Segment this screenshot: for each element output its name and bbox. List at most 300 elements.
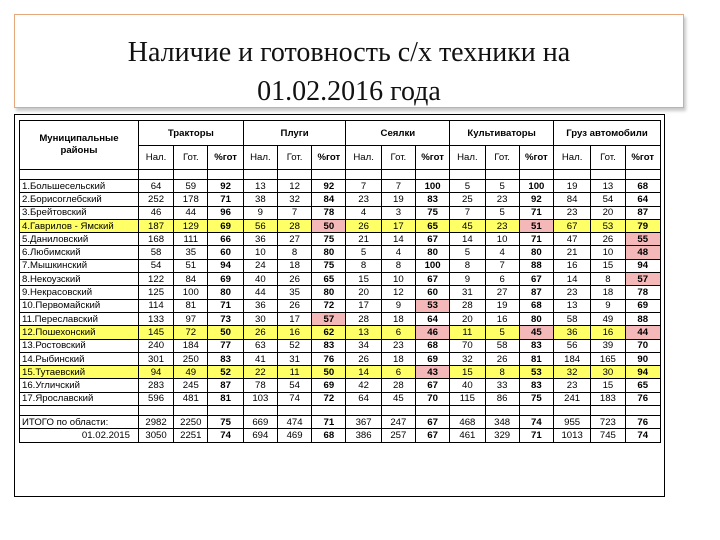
value-cell: 92	[519, 193, 553, 206]
table-row	[20, 352, 661, 365]
value-cell: 7	[381, 180, 415, 193]
value-cell: 45	[381, 392, 415, 405]
district-name: 4.Гаврилов - Ямский	[20, 219, 139, 232]
table-row	[20, 219, 661, 232]
value-cell: 168	[138, 233, 173, 246]
totals-row	[20, 416, 661, 429]
value-cell: 75	[415, 206, 449, 219]
value-cell: 28	[277, 219, 311, 232]
district-name: 9.Некрасовский	[20, 286, 139, 299]
subheader-cell: Гот.	[485, 146, 519, 170]
value-cell: 50	[312, 366, 346, 379]
value-cell: 5	[346, 246, 381, 259]
district-name: 12.Пошехонский	[20, 326, 139, 339]
value-cell: 84	[312, 193, 346, 206]
value-cell: 13	[554, 299, 591, 312]
value-cell: 7	[450, 206, 485, 219]
subheader-cell: %гот	[625, 146, 660, 170]
value-cell: 26	[346, 352, 381, 365]
value-cell: 47	[554, 233, 591, 246]
spacer-cell	[415, 406, 449, 416]
value-cell: 39	[591, 339, 625, 352]
value-cell: 43	[415, 366, 449, 379]
value-cell: 75	[519, 392, 553, 405]
totals-value-cell: 1013	[554, 429, 591, 442]
value-cell: 111	[174, 233, 208, 246]
value-cell: 187	[138, 219, 173, 232]
spacer-cell	[485, 170, 519, 180]
district-name: 11.Переславский	[20, 312, 139, 325]
totals-value-cell: 3050	[138, 429, 173, 442]
subheader-cell: %гот	[415, 146, 449, 170]
totals-value-cell: 2982	[138, 416, 173, 429]
spacer-cell	[625, 406, 660, 416]
title-line-1: Наличие и готовность с/х техники на	[127, 37, 571, 68]
value-cell: 184	[554, 352, 591, 365]
value-cell: 250	[174, 352, 208, 365]
value-cell: 18	[591, 286, 625, 299]
value-cell: 100	[415, 259, 449, 272]
group-header: Тракторы	[138, 121, 243, 146]
value-cell: 78	[625, 286, 660, 299]
value-cell: 6	[381, 326, 415, 339]
value-cell: 57	[625, 273, 660, 286]
value-cell: 54	[277, 379, 311, 392]
value-cell: 20	[450, 312, 485, 325]
value-cell: 7	[277, 206, 311, 219]
value-cell: 68	[625, 180, 660, 193]
value-cell: 73	[208, 312, 243, 325]
spacer-cell	[208, 406, 243, 416]
value-cell: 301	[138, 352, 173, 365]
value-cell: 52	[277, 339, 311, 352]
value-cell: 8	[485, 366, 519, 379]
value-cell: 48	[625, 246, 660, 259]
value-cell: 44	[243, 286, 277, 299]
value-cell: 13	[591, 180, 625, 193]
value-cell: 77	[208, 339, 243, 352]
value-cell: 9	[450, 273, 485, 286]
value-cell: 70	[415, 392, 449, 405]
totals-value-cell: 474	[277, 416, 311, 429]
subheader-cell: Нал.	[554, 146, 591, 170]
value-cell: 5	[485, 326, 519, 339]
value-cell: 26	[346, 219, 381, 232]
value-cell: 50	[208, 326, 243, 339]
totals-row	[20, 429, 661, 442]
value-cell: 165	[591, 352, 625, 365]
value-cell: 245	[174, 379, 208, 392]
value-cell: 5	[485, 180, 519, 193]
value-cell: 31	[277, 352, 311, 365]
value-cell: 76	[625, 392, 660, 405]
value-cell: 33	[485, 379, 519, 392]
value-cell: 87	[625, 206, 660, 219]
value-cell: 9	[381, 299, 415, 312]
value-cell: 20	[591, 206, 625, 219]
value-cell: 8	[591, 273, 625, 286]
totals-value-cell: 348	[485, 416, 519, 429]
value-cell: 50	[312, 219, 346, 232]
totals-value-cell: 723	[591, 416, 625, 429]
value-cell: 92	[312, 180, 346, 193]
value-cell: 22	[243, 366, 277, 379]
value-cell: 65	[312, 273, 346, 286]
value-cell: 21	[554, 246, 591, 259]
value-cell: 42	[346, 379, 381, 392]
totals-value-cell: 257	[381, 429, 415, 442]
value-cell: 83	[312, 339, 346, 352]
district-name: 1.Большесельский	[20, 180, 139, 193]
table-row	[20, 312, 661, 325]
totals-value-cell: 469	[277, 429, 311, 442]
value-cell: 27	[277, 233, 311, 246]
value-cell: 12	[381, 286, 415, 299]
subheader-cell: Нал.	[243, 146, 277, 170]
value-cell: 23	[554, 206, 591, 219]
value-cell: 18	[277, 259, 311, 272]
value-cell: 27	[485, 286, 519, 299]
group-header: Культиваторы	[450, 121, 554, 146]
value-cell: 7	[485, 259, 519, 272]
value-cell: 9	[243, 206, 277, 219]
value-cell: 41	[243, 352, 277, 365]
totals-value-cell: 461	[450, 429, 485, 442]
value-cell: 184	[174, 339, 208, 352]
value-cell: 53	[519, 366, 553, 379]
spacer-cell	[312, 406, 346, 416]
totals-value-cell: 468	[450, 416, 485, 429]
value-cell: 23	[346, 193, 381, 206]
value-cell: 15	[591, 259, 625, 272]
totals-value-cell: 74	[625, 429, 660, 442]
spacer-cell	[138, 170, 173, 180]
table-row	[20, 273, 661, 286]
value-cell: 145	[138, 326, 173, 339]
spacer-cell	[554, 406, 591, 416]
value-cell: 58	[138, 246, 173, 259]
value-cell: 83	[415, 193, 449, 206]
spacer-cell	[519, 406, 553, 416]
spacer-cell	[243, 406, 277, 416]
spacer-cell	[415, 170, 449, 180]
value-cell: 62	[312, 326, 346, 339]
spacer-cell	[20, 406, 139, 416]
subheader-cell: Нал.	[450, 146, 485, 170]
value-cell: 53	[591, 219, 625, 232]
table-row	[20, 180, 661, 193]
value-cell: 25	[450, 193, 485, 206]
spacer-cell	[450, 406, 485, 416]
value-cell: 4	[346, 206, 381, 219]
machinery-table	[19, 120, 661, 443]
value-cell: 45	[519, 326, 553, 339]
value-cell: 23	[485, 193, 519, 206]
value-cell: 40	[243, 273, 277, 286]
value-cell: 81	[519, 352, 553, 365]
value-cell: 68	[415, 339, 449, 352]
value-cell: 35	[174, 246, 208, 259]
value-cell: 18	[381, 352, 415, 365]
value-cell: 65	[625, 379, 660, 392]
value-cell: 34	[346, 339, 381, 352]
subheader-cell: Гот.	[174, 146, 208, 170]
value-cell: 49	[174, 366, 208, 379]
totals-value-cell: 329	[485, 429, 519, 442]
value-cell: 90	[625, 352, 660, 365]
value-cell: 4	[381, 246, 415, 259]
value-cell: 18	[381, 312, 415, 325]
value-cell: 100	[415, 180, 449, 193]
value-cell: 16	[554, 259, 591, 272]
value-cell: 80	[312, 246, 346, 259]
table-row	[20, 193, 661, 206]
value-cell: 28	[346, 312, 381, 325]
value-cell: 80	[208, 286, 243, 299]
value-cell: 69	[312, 379, 346, 392]
value-cell: 30	[591, 366, 625, 379]
district-name: 3.Брейтовский	[20, 206, 139, 219]
subheader-cell: %гот	[519, 146, 553, 170]
value-cell: 46	[415, 326, 449, 339]
value-cell: 28	[450, 299, 485, 312]
table-row	[20, 246, 661, 259]
spacer-row	[20, 170, 661, 180]
value-cell: 64	[346, 392, 381, 405]
value-cell: 72	[312, 392, 346, 405]
district-name: 14.Рыбинский	[20, 352, 139, 365]
value-cell: 57	[312, 312, 346, 325]
totals-value-cell: 76	[625, 416, 660, 429]
value-cell: 10	[591, 246, 625, 259]
value-cell: 83	[519, 379, 553, 392]
value-cell: 64	[625, 193, 660, 206]
value-cell: 70	[450, 339, 485, 352]
value-cell: 87	[519, 286, 553, 299]
district-name: 8.Некоузский	[20, 273, 139, 286]
value-cell: 10	[485, 233, 519, 246]
value-cell: 4	[485, 246, 519, 259]
value-cell: 84	[174, 273, 208, 286]
spacer-cell	[277, 406, 311, 416]
table-frame	[14, 114, 665, 497]
value-cell: 40	[450, 379, 485, 392]
value-cell: 56	[243, 219, 277, 232]
value-cell: 83	[208, 352, 243, 365]
value-cell: 49	[591, 312, 625, 325]
spacer-cell	[243, 170, 277, 180]
value-cell: 71	[519, 206, 553, 219]
district-name: 17.Ярославский	[20, 392, 139, 405]
value-cell: 26	[591, 233, 625, 246]
spacer-cell	[450, 170, 485, 180]
value-cell: 94	[138, 366, 173, 379]
value-cell: 56	[554, 339, 591, 352]
value-cell: 26	[277, 273, 311, 286]
totals-value-cell: 367	[346, 416, 381, 429]
totals-value-cell: 745	[591, 429, 625, 442]
spacer-row	[20, 406, 661, 416]
table-row	[20, 206, 661, 219]
district-name: 15.Тутаевский	[20, 366, 139, 379]
value-cell: 71	[519, 233, 553, 246]
value-cell: 26	[243, 326, 277, 339]
totals-label: 01.02.2015	[20, 429, 139, 442]
district-name: 6.Любимский	[20, 246, 139, 259]
value-cell: 67	[415, 273, 449, 286]
value-cell: 115	[450, 392, 485, 405]
value-cell: 24	[243, 259, 277, 272]
value-cell: 114	[138, 299, 173, 312]
value-cell: 8	[450, 259, 485, 272]
value-cell: 32	[450, 352, 485, 365]
value-cell: 79	[625, 219, 660, 232]
totals-value-cell: 68	[312, 429, 346, 442]
value-cell: 13	[346, 326, 381, 339]
value-cell: 252	[138, 193, 173, 206]
totals-label: ИТОГО по области:	[20, 416, 139, 429]
subheader-cell: Нал.	[138, 146, 173, 170]
value-cell: 12	[277, 180, 311, 193]
value-cell: 44	[625, 326, 660, 339]
value-cell: 19	[554, 180, 591, 193]
district-name: 2.Борисоглебский	[20, 193, 139, 206]
title-line-2: 01.02.2016 года	[257, 76, 441, 107]
table-row	[20, 339, 661, 352]
value-cell: 14	[381, 233, 415, 246]
subheader-cell: Гот.	[277, 146, 311, 170]
spacer-cell	[20, 170, 139, 180]
value-cell: 97	[174, 312, 208, 325]
table-row	[20, 299, 661, 312]
value-cell: 10	[381, 273, 415, 286]
value-cell: 103	[243, 392, 277, 405]
value-cell: 23	[554, 286, 591, 299]
district-name: 10.Первомайский	[20, 299, 139, 312]
value-cell: 596	[138, 392, 173, 405]
value-cell: 183	[591, 392, 625, 405]
spacer-cell	[554, 170, 591, 180]
value-cell: 96	[208, 206, 243, 219]
table-row	[20, 326, 661, 339]
subheader-cell: Нал.	[346, 146, 381, 170]
value-cell: 46	[138, 206, 173, 219]
value-cell: 80	[415, 246, 449, 259]
value-cell: 30	[243, 312, 277, 325]
value-cell: 75	[312, 259, 346, 272]
value-cell: 26	[485, 352, 519, 365]
spacer-cell	[138, 406, 173, 416]
subheader-cell: Гот.	[591, 146, 625, 170]
value-cell: 23	[381, 339, 415, 352]
spacer-cell	[381, 406, 415, 416]
totals-value-cell: 71	[519, 429, 553, 442]
value-cell: 94	[208, 259, 243, 272]
value-cell: 6	[381, 366, 415, 379]
value-cell: 74	[277, 392, 311, 405]
group-header: Плуги	[243, 121, 346, 146]
value-cell: 58	[554, 312, 591, 325]
value-cell: 21	[346, 233, 381, 246]
value-cell: 9	[591, 299, 625, 312]
value-cell: 69	[208, 219, 243, 232]
value-cell: 59	[174, 180, 208, 193]
value-cell: 58	[485, 339, 519, 352]
value-cell: 67	[519, 273, 553, 286]
value-cell: 86	[485, 392, 519, 405]
value-cell: 6	[485, 273, 519, 286]
value-cell: 45	[450, 219, 485, 232]
spacer-cell	[174, 406, 208, 416]
value-cell: 87	[208, 379, 243, 392]
value-cell: 5	[450, 246, 485, 259]
value-cell: 67	[554, 219, 591, 232]
value-cell: 55	[625, 233, 660, 246]
totals-value-cell: 386	[346, 429, 381, 442]
municipal-header: Муниципальные районы	[20, 121, 139, 170]
value-cell: 70	[625, 339, 660, 352]
value-cell: 16	[591, 326, 625, 339]
value-cell: 10	[243, 246, 277, 259]
value-cell: 32	[554, 366, 591, 379]
district-name: 5.Даниловский	[20, 233, 139, 246]
spacer-cell	[591, 406, 625, 416]
value-cell: 241	[554, 392, 591, 405]
spacer-cell	[591, 170, 625, 180]
district-name: 13.Ростовский	[20, 339, 139, 352]
value-cell: 92	[208, 180, 243, 193]
totals-value-cell: 247	[381, 416, 415, 429]
table-row	[20, 379, 661, 392]
district-name: 16.Угличский	[20, 379, 139, 392]
value-cell: 72	[312, 299, 346, 312]
value-cell: 88	[519, 259, 553, 272]
value-cell: 8	[346, 259, 381, 272]
value-cell: 15	[450, 366, 485, 379]
totals-value-cell: 2250	[174, 416, 208, 429]
value-cell: 83	[519, 339, 553, 352]
value-cell: 13	[243, 180, 277, 193]
spacer-cell	[346, 406, 381, 416]
value-cell: 17	[277, 312, 311, 325]
value-cell: 5	[450, 180, 485, 193]
value-cell: 16	[485, 312, 519, 325]
value-cell: 69	[625, 299, 660, 312]
value-cell: 5	[485, 206, 519, 219]
group-header: Груз автомобили	[554, 121, 661, 146]
totals-value-cell: 71	[312, 416, 346, 429]
totals-value-cell: 2251	[174, 429, 208, 442]
value-cell: 31	[450, 286, 485, 299]
spacer-cell	[174, 170, 208, 180]
value-cell: 67	[415, 233, 449, 246]
value-cell: 69	[208, 273, 243, 286]
value-cell: 52	[208, 366, 243, 379]
spacer-cell	[277, 170, 311, 180]
value-cell: 51	[519, 219, 553, 232]
table-row	[20, 259, 661, 272]
table-row	[20, 392, 661, 405]
value-cell: 14	[346, 366, 381, 379]
value-cell: 66	[208, 233, 243, 246]
value-cell: 481	[174, 392, 208, 405]
value-cell: 78	[243, 379, 277, 392]
value-cell: 51	[174, 259, 208, 272]
district-name: 7.Мышкинский	[20, 259, 139, 272]
value-cell: 53	[415, 299, 449, 312]
value-cell: 26	[277, 299, 311, 312]
spacer-cell	[381, 170, 415, 180]
